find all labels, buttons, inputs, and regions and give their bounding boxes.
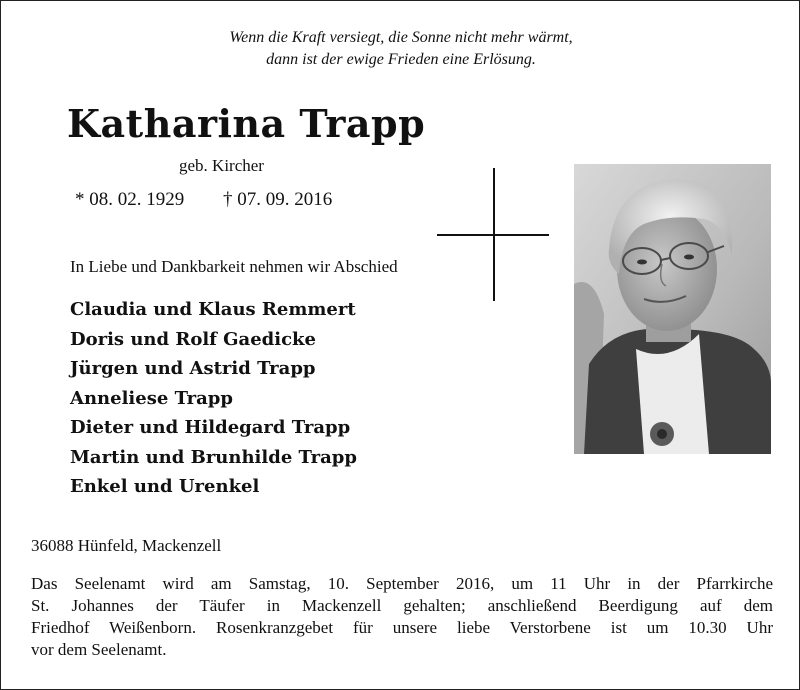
location: 36088 Hünfeld, Mackenzell <box>31 536 222 555</box>
service-line: Das Seelenamt wird am Samstag, 10. September 2016, um 11 Uhr in der Pfarrkirche <box>31 574 773 593</box>
service-line: vor dem Seelenamt. <box>31 640 167 659</box>
birth-date: * 08. 02. 1929 <box>75 189 185 210</box>
life-dates <box>75 189 332 211</box>
quote-line: Wenn die Kraft versiegt, die Sonne nicht mehr wärmt, <box>229 29 573 46</box>
farewell-text: In Liebe und Dankbarkeit nehmen wir Abschied <box>70 257 398 276</box>
quote-line: dann ist der ewige Frieden eine Erlösung. <box>266 51 536 68</box>
service-details <box>31 573 773 661</box>
portrait-illustration <box>574 164 771 454</box>
deceased-name: Katharina Trapp <box>67 101 426 146</box>
portrait-photo <box>574 164 771 454</box>
maiden-name: geb. Kircher <box>179 156 264 175</box>
cross-icon-bar <box>437 234 549 236</box>
mourner-name: Anneliese Trapp <box>70 387 233 409</box>
mourner-name: Martin und Brunhilde Trapp <box>70 446 357 468</box>
service-line: St. Johannes der Täufer in Mackenzell gehalten; anschließend Beerdigung auf dem <box>31 596 773 615</box>
mourner-name: Enkel und Urenkel <box>70 476 260 497</box>
memorial-quote <box>151 27 651 71</box>
mourner-name: Claudia und Klaus Remmert <box>70 299 356 320</box>
mourner-name: Dieter und Hildegard Trapp <box>70 417 351 438</box>
mourner-name: Doris und Rolf Gaedicke <box>70 328 316 350</box>
mourner-name: Jürgen und Astrid Trapp <box>70 358 316 379</box>
mourners-list <box>70 295 357 502</box>
service-line: Friedhof Weißenborn. Rosenkranzgebet für unsere liebe Verstorbene ist um 10.30 Uhr <box>31 618 773 637</box>
death-date: † 07. 09. 2016 <box>223 189 333 210</box>
